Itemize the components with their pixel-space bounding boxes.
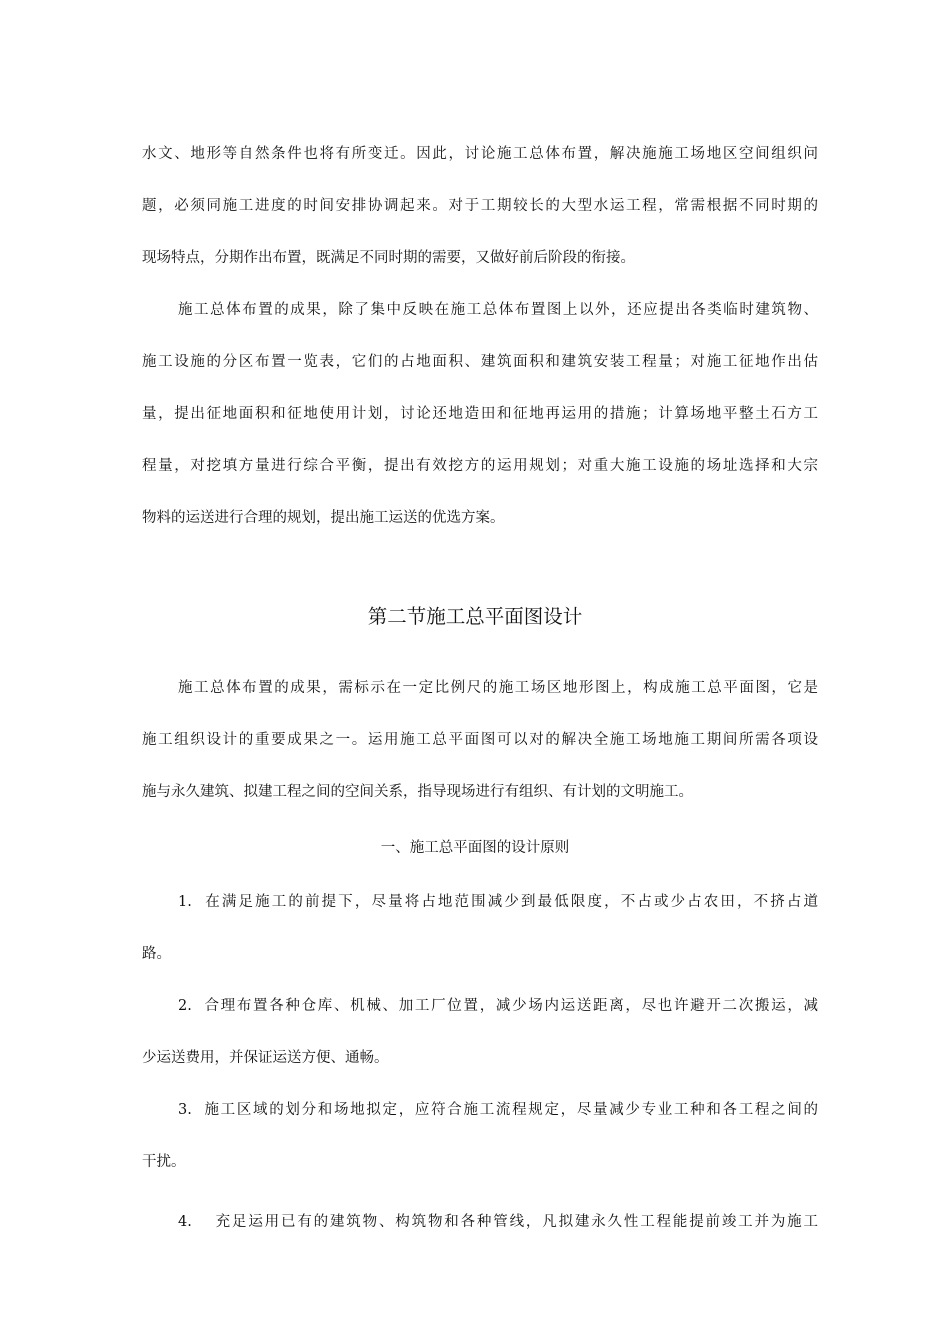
paragraph-line: 施与永久建筑、拟建工程之间的空间关系，指导现场进行有组织、有计划的文明施工。 — [142, 784, 693, 800]
paragraph-line: 施工总体布置的成果，除了集中反映在施工总体布置图上以外，还应提出各类临时建筑物、 — [178, 302, 818, 318]
list-item-text: 充足运用已有的建筑物、构筑物和各种管线，凡拟建永久性工程能提前竣工并为施工 — [213, 1214, 818, 1230]
list-item-number: 2. — [178, 998, 192, 1014]
list-item-text: 在满足施工的前提下，尽量将占地范围减少到最低限度，不占或少占农田，不挤占道 — [205, 894, 818, 910]
list-item-line: 少运送费用，并保证运送方便、通畅。 — [142, 1050, 389, 1066]
list-item-first-line — [178, 1100, 818, 1120]
paragraph-line: 施工设施的分区布置一览表，它们的占地面积、建筑面积和建筑安装工程量；对施工征地作出估 — [142, 354, 818, 370]
paragraph-line: 施工总体布置的成果，需标示在一定比例尺的施工场区地形图上，构成施工总平面图，它是 — [178, 680, 818, 696]
paragraph-line: 水文、地形等自然条件也将有所变迁。因此，讨论施工总体布置，解决施施工场地区空间组织问 — [142, 146, 818, 162]
paragraph-line: 程量，对挖填方量进行综合平衡，提出有效挖方的运用规划；对重大施工设施的场址选择和大宗 — [142, 458, 818, 474]
section-title: 第二节施工总平面图设计 — [367, 605, 583, 628]
list-item-first-line — [178, 1212, 818, 1232]
list-item-text: 施工区域的划分和场地拟定，应符合施工流程规定，尽量减少专业工种和各工程之间的 — [204, 1102, 819, 1118]
list-item-number: 3. — [178, 1102, 192, 1118]
paragraph-line: 现场特点，分期作出布置，既满足不同时期的需要，又做好前后阶段的衔接。 — [142, 250, 635, 266]
paragraph-line: 量，提出征地面积和征地使用计划，讨论还地造田和征地再运用的措施；计算场地平整土石方工 — [142, 406, 818, 422]
paragraph-line: 施工组织设计的重要成果之一。运用施工总平面图可以对的解决全施工场地施工期间所需各项设 — [142, 732, 818, 748]
list-item-number: 1. — [178, 894, 192, 910]
list-item-number: 4. — [178, 1214, 192, 1230]
subsection-title: 一、施工总平面图的设计原则 — [380, 840, 570, 856]
list-item-first-line — [178, 892, 818, 912]
list-item-text: 合理布置各种仓库、机械、加工厂位置，减少场内运送距离，尽也许避开二次搬运，减 — [204, 998, 819, 1014]
list-item-line: 路。 — [142, 946, 171, 962]
list-item-first-line — [178, 996, 818, 1016]
paragraph-line: 物料的运送进行合理的规划，提出施工运送的优选方案。 — [142, 510, 505, 526]
paragraph-line: 题，必须同施工进度的时间安排协调起来。对于工期较长的大型水运工程，常需根据不同时期的 — [142, 198, 818, 214]
list-item-line: 干扰。 — [142, 1154, 186, 1170]
